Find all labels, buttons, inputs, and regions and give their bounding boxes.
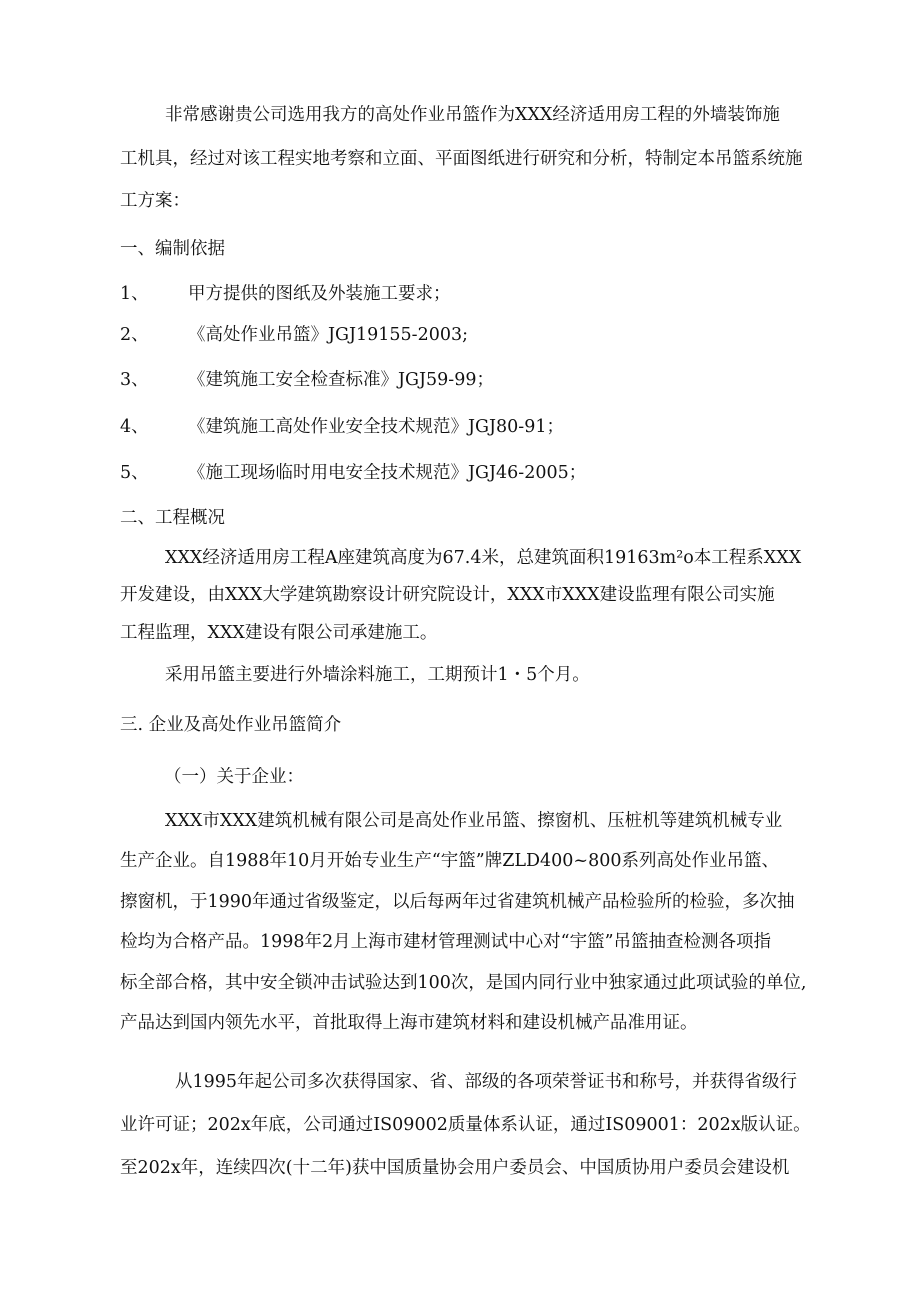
company-line-6: 产品达到国内领先水平，首批取得上海市建筑材料和建设机械产品准用证。 [120, 1013, 698, 1033]
basis-item-text: 甲方提供的图纸及外装施工要求； [188, 284, 451, 304]
schedule-line: 采用吊篮主要进行外墙涂料施工，工期预计1・5个月。 [165, 665, 590, 685]
section-heading-overview: 二、工程概况 [120, 508, 225, 528]
overview-line-1: XXX经济适用房工程A座建筑高度为67.4米，总建筑面积19163m²o本工程系XXX [165, 548, 802, 568]
basis-item-number: 4、 [120, 417, 149, 437]
intro-line-2: 工机具，经过对该工程实地考察和立面、平面图纸进行研究和分析，特制定本吊篮系统施 [120, 149, 803, 169]
intro-line-3: 工方案： [120, 191, 190, 211]
company-line-2: 生产企业。自1988年10月开始专业生产“宇篮”牌ZLD400~800系列高处作业吊篮、 [120, 851, 779, 871]
basis-item-number: 3、 [120, 370, 149, 390]
subsection-heading-about: （一）关于企业： [164, 767, 304, 787]
company-line-5: 标全部合格，其中安全锁冲击试验达到100次，是国内同行业中独家通过此项试验的单位, [120, 973, 807, 993]
company-line-1: XXX市XXX建筑机械有限公司是高处作业吊篮、擦窗机、压桩机等建筑机械专业 [165, 811, 783, 831]
basis-item-number: 2、 [120, 325, 149, 345]
intro-line-1: 非常感谢贵公司选用我方的高处作业吊篮作为XXX经济适用房工程的外墙装饰施 [165, 105, 780, 125]
basis-item-text: 《施工现场临时用电安全技术规范》JGJ46-2005； [188, 463, 587, 483]
overview-line-2: 开发建设，由XXX大学建筑勘察设计研究院设计，XXX市XXX建设监理有限公司实施 [120, 585, 775, 605]
section-heading-company: 三. 企业及高处作业吊篮简介 [120, 715, 342, 735]
company-line-3: 擦窗机，于1990年通过省级鉴定，以后每两年过省建筑机械产品检验所的检验，多次抽 [120, 892, 795, 912]
basis-item-text: 《建筑施工安全检查标准》JGJ59-99； [188, 370, 494, 390]
honors-line-3: 至202x年，连续四次(十二年)获中国质量协会用户委员会、中国质协用户委员会建设机 [120, 1158, 790, 1178]
basis-item-number: 1、 [120, 284, 149, 304]
honors-line-1: 从1995年起公司多次获得国家、省、部级的各项荣誉证书和称号，并获得省级行 [175, 1072, 798, 1092]
overview-line-3: 工程监理，XXX建设有限公司承建施工。 [120, 623, 438, 643]
basis-item-text: 《建筑施工高处作业安全技术规范》JGJ80-91； [188, 417, 564, 437]
basis-item-text: 《高处作业吊篮》JGJ19155-2003; [188, 325, 469, 345]
section-heading-basis: 一、编制依据 [120, 239, 225, 259]
honors-line-2: 业许可证；202x年底，公司通过IS09002质量体系认证，通过IS09001：202x版认证。 [120, 1115, 811, 1135]
company-line-4: 检均为合格产品。1998年2月上海市建材管理测试中心对“宇篮”吊篮抽查检测各项指 [120, 932, 772, 952]
basis-item-number: 5、 [120, 463, 149, 483]
